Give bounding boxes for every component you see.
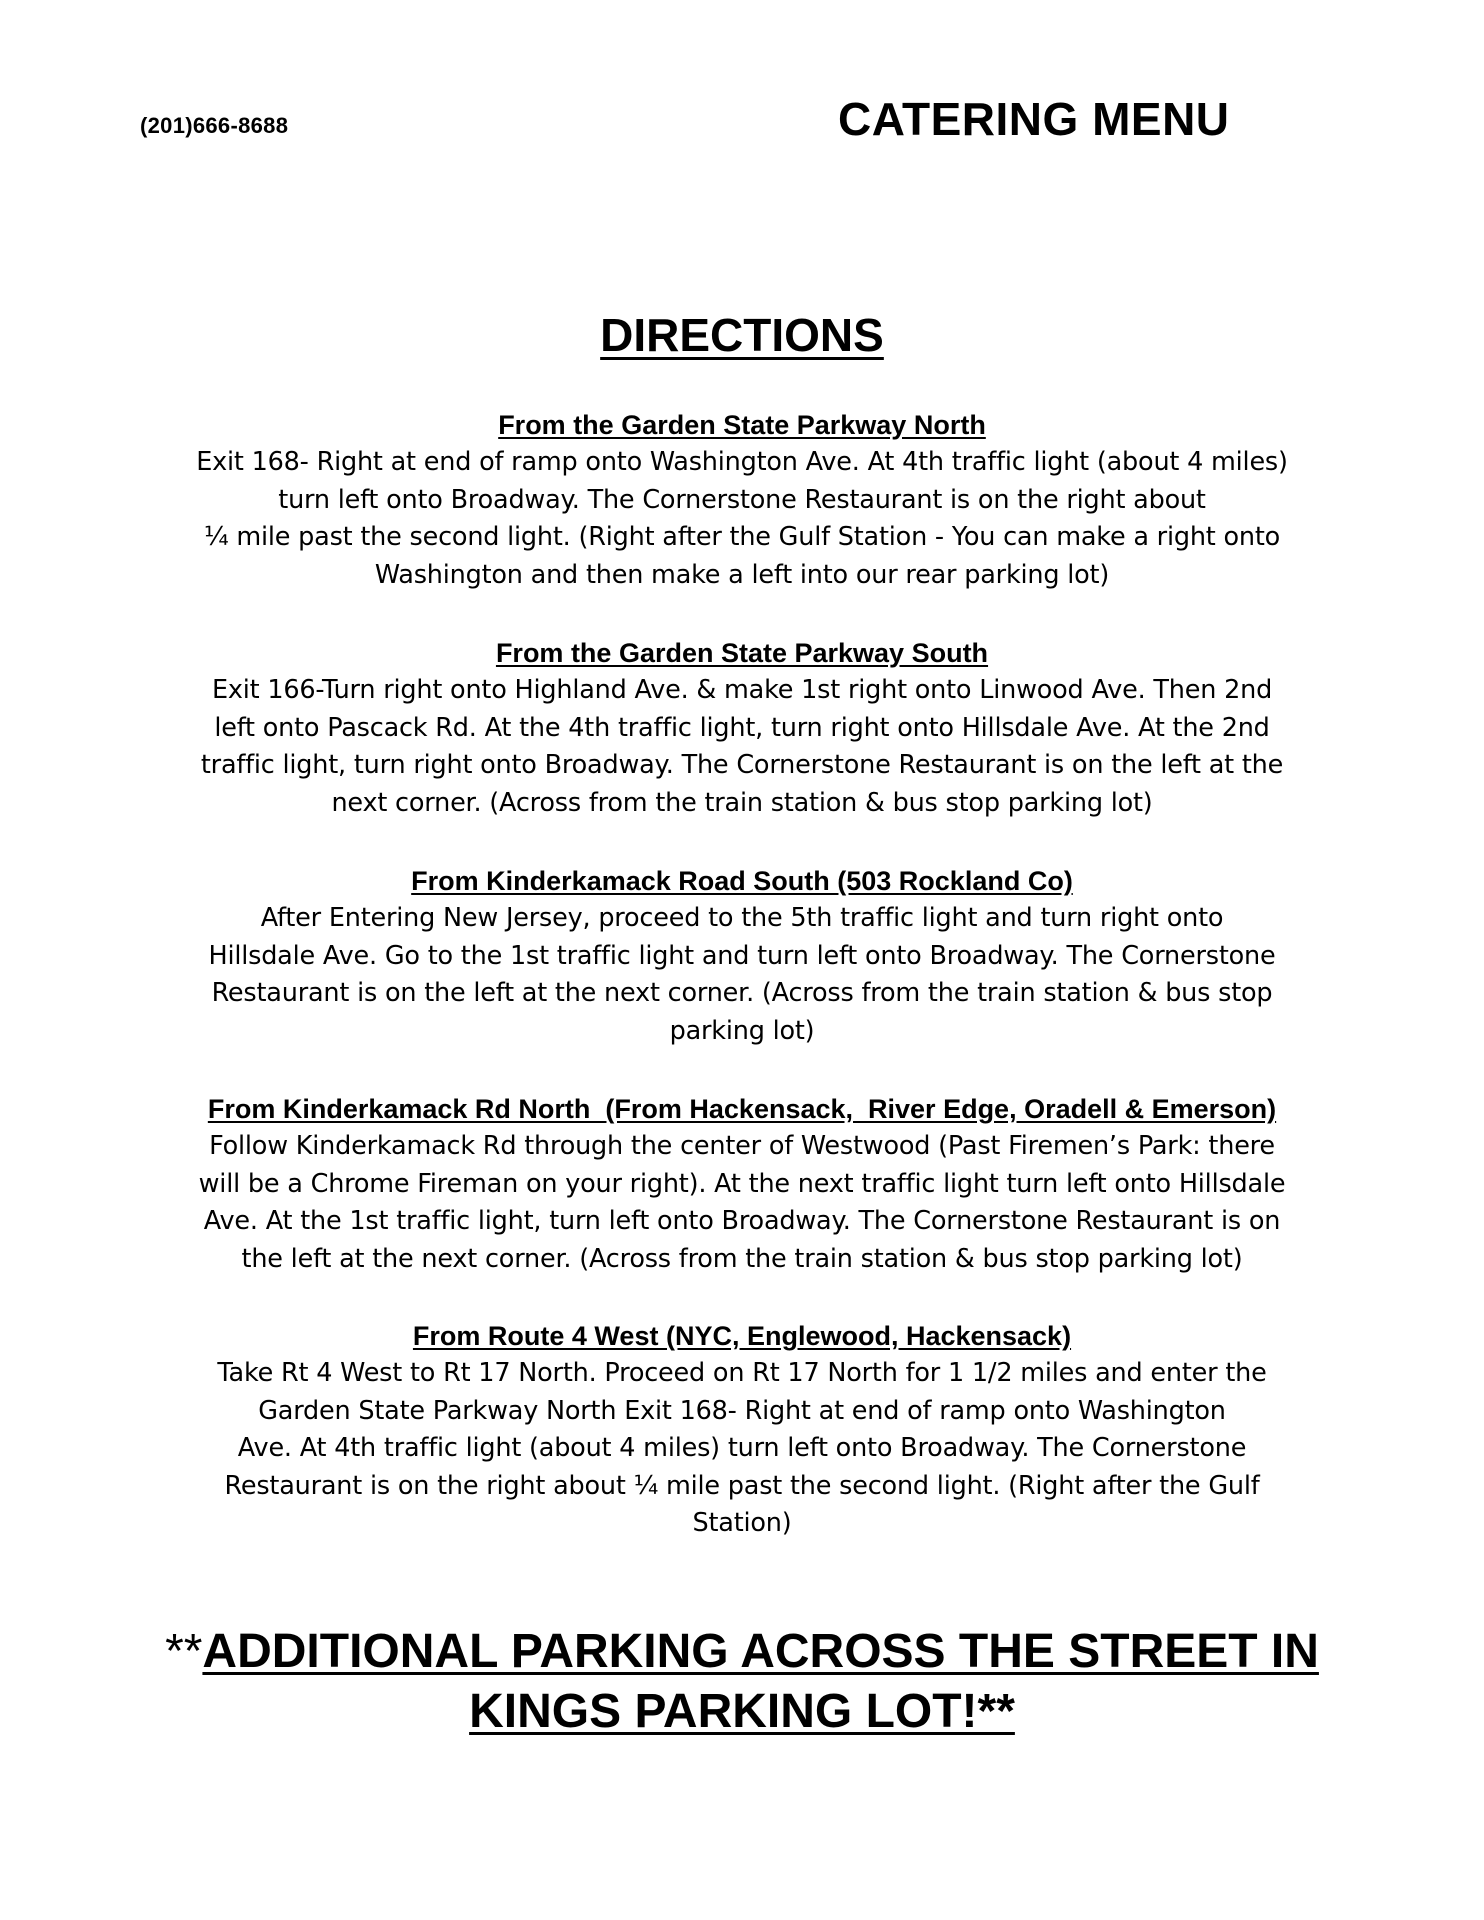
direction-line: After Entering New Jersey, proceed to the 5th traffic light and turn right onto: [260, 903, 1224, 933]
directions-section-gsp-north: [100, 407, 1384, 594]
direction-line: traffic light, turn right onto Broadway. The Cornerstone Restaurant is on the left at the: [200, 750, 1284, 780]
section-heading: From the Garden State Parkway South: [495, 638, 989, 668]
directions-section-kinderkamack-south: [100, 863, 1384, 1050]
direction-line: Hillsdale Ave. Go to the 1st traffic light and turn left onto Broadway. The Cornerstone: [208, 940, 1276, 971]
parking-notice-text: KINGS PARKING LOT!**: [469, 1685, 1015, 1738]
direction-line: will be a Chrome Fireman on your right). At the next traffic light turn left onto Hillsdale: [198, 1168, 1286, 1199]
parking-notice-text: ADDITIONAL PARKING ACROSS THE STREET IN: [202, 1625, 1319, 1678]
direction-line: Station): [692, 1508, 792, 1538]
section-heading: From Kinderkamack Rd North (From Hackensack, River Edge, Oradell & Emerson): [207, 1094, 1277, 1124]
section-heading: From Kinderkamack Road South (503 Rockland Co): [411, 866, 1073, 896]
direction-line: Ave. At the 1st traffic light, turn left onto Broadway. The Cornerstone Restaurant is on: [203, 1206, 1281, 1236]
section-body: [100, 900, 1384, 1050]
direction-line: Follow Kinderkamack Rd through the center of Westwood (Past Firemen’s Park: there: [209, 1131, 1275, 1161]
directions-heading: DIRECTIONS: [600, 309, 884, 361]
section-body: [100, 672, 1384, 822]
section-body: [100, 444, 1384, 594]
direction-line: next corner. (Across from the train station & bus stop parking lot): [331, 787, 1153, 818]
additional-parking-notice: [0, 1622, 1484, 1742]
directions-section-route-4-west: [100, 1318, 1384, 1543]
directions-section-gsp-south: [100, 635, 1384, 822]
direction-line: left onto Pascack Rd. At the 4th traffic light, turn right onto Hillsdale Ave. At the 2nd: [214, 712, 1270, 743]
direction-line: the left at the next corner. (Across from the train station & bus stop parking lot): [241, 1243, 1243, 1274]
direction-line: Restaurant is on the right about ¼ mile past the second light. (Right after the Gulf: [224, 1470, 1260, 1501]
parking-notice-prefix: **: [165, 1625, 203, 1678]
page-title: CATERING MENU: [838, 93, 1230, 145]
direction-line: Restaurant is on the left at the next corner. (Across from the train station & bus stop: [211, 978, 1273, 1008]
section-body: [100, 1355, 1384, 1543]
section-body: [100, 1128, 1384, 1278]
direction-line: Exit 168- Right at end of ramp onto Washington Ave. At 4th traffic light (about 4 miles): [196, 447, 1288, 477]
direction-line: parking lot): [669, 1015, 815, 1046]
section-heading: From the Garden State Parkway North: [498, 410, 986, 440]
section-heading: From Route 4 West (NYC, Englewood, Hackensack): [412, 1321, 1072, 1351]
directions-section-kinderkamack-north: [100, 1091, 1384, 1278]
direction-line: ¼ mile past the second light. (Right after the Gulf Station - You can make a right onto: [203, 522, 1281, 552]
phone-number: (201)666-8688: [140, 113, 289, 138]
direction-line: turn left onto Broadway. The Cornerstone Restaurant is on the right about: [278, 484, 1206, 515]
parking-notice-line-2: [0, 1682, 1484, 1742]
direction-line: Washington and then make a left into our rear parking lot): [374, 559, 1110, 590]
direction-line: Take Rt 4 West to Rt 17 North. Proceed on Rt 17 North for 1 1/2 miles and enter the: [217, 1358, 1267, 1388]
direction-line: Garden State Parkway North Exit 168- Right at end of ramp onto Washington: [258, 1395, 1226, 1426]
direction-line: Ave. At 4th traffic light (about 4 miles) turn left onto Broadway. The Cornerstone: [237, 1433, 1247, 1463]
direction-line: Exit 166-Turn right onto Highland Ave. & make 1st right onto Linwood Ave. Then 2nd: [211, 675, 1273, 705]
parking-notice-line-1: [0, 1622, 1484, 1682]
